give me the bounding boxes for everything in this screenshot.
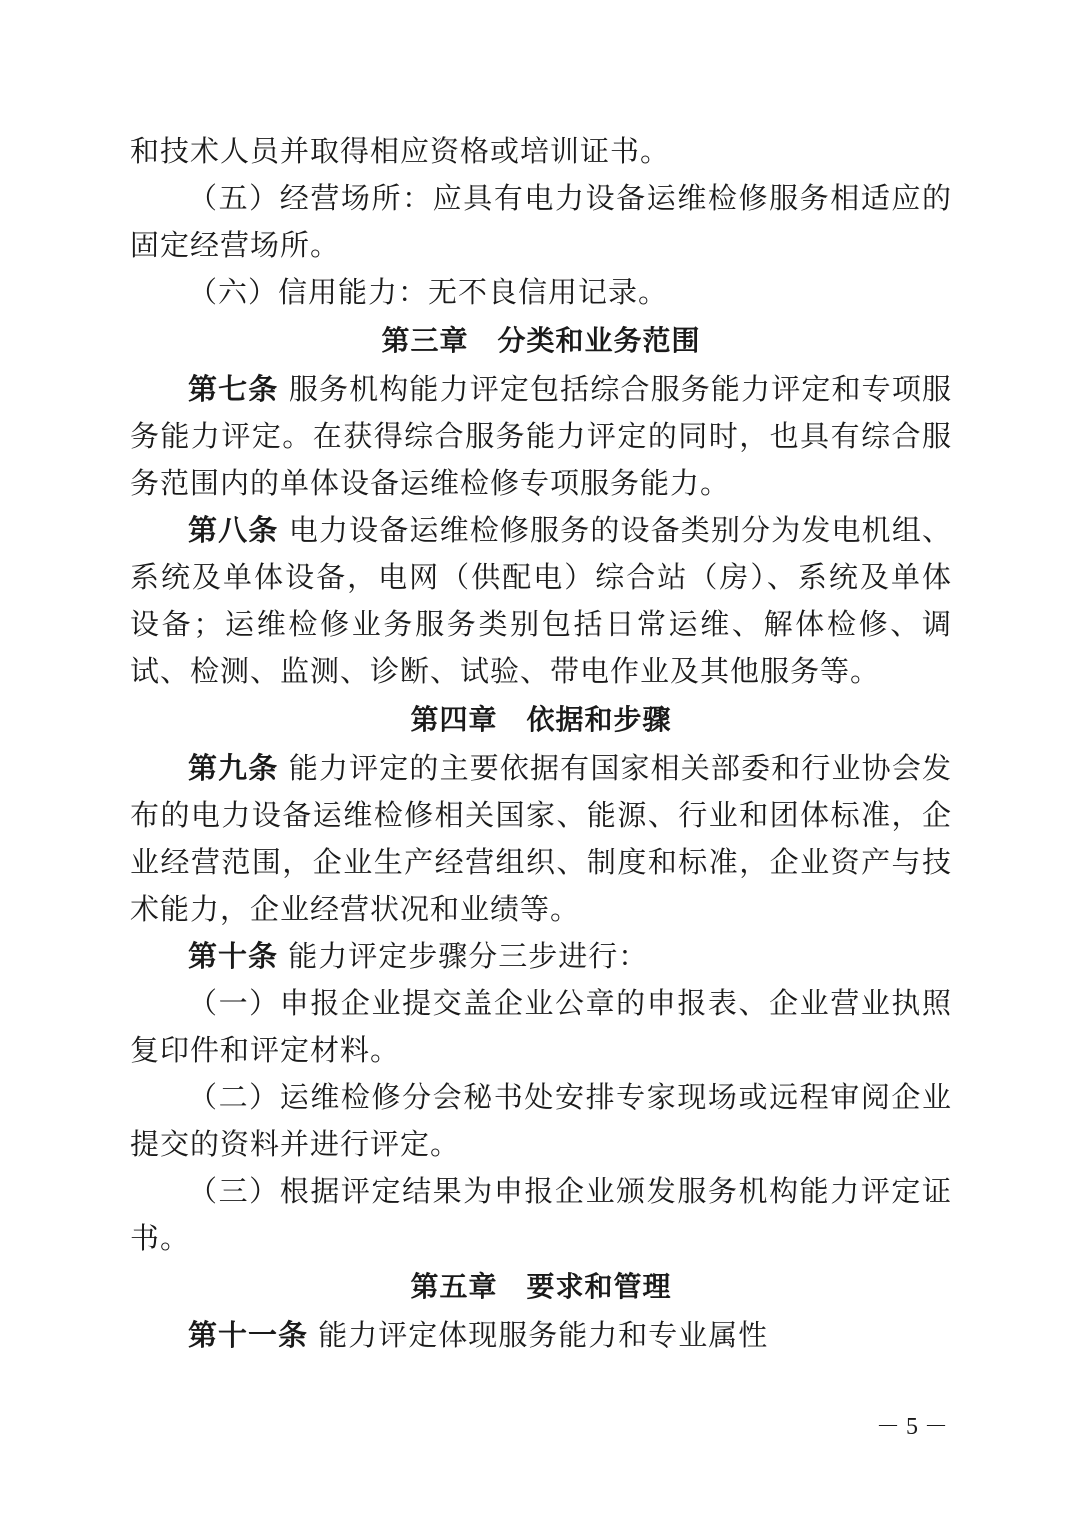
article-text: 能力评定的主要依据有国家相关部委和行业协会发布的电力设备运维检修相关国家、能源、行业和团体标准，企业经营范围，企业生产经营组织、制度和标准，企业资产与技术能力，企业经营状况和业绩等。 xyxy=(130,751,952,926)
article-text: 能力评定体现服务能力和专业属性 xyxy=(308,1318,769,1352)
article-label: 第七条 xyxy=(188,372,279,406)
article-paragraph xyxy=(130,366,952,507)
paragraph: （二）运维检修分会秘书处安排专家现场或远程审阅企业提交的资料并进行评定。 xyxy=(130,1080,952,1161)
paragraph: 和技术人员并取得相应资格或培训证书。 xyxy=(130,134,671,168)
article-text: 能力评定步骤分三步进行： xyxy=(278,939,649,973)
paragraph: （六）信用能力：无不良信用记录。 xyxy=(188,275,669,309)
article-paragraph xyxy=(130,1312,952,1359)
paragraph: （五）经营场所：应具有电力设备运维检修服务相适应的固定经营场所。 xyxy=(130,181,952,262)
article-paragraph xyxy=(130,507,952,695)
page-number: － 5 － xyxy=(876,1414,948,1440)
article-paragraph xyxy=(130,745,952,933)
article-label: 第九条 xyxy=(188,751,279,785)
paragraph: （三）根据评定结果为申报企业颁发服务机构能力评定证书。 xyxy=(130,1174,952,1255)
article-text: 服务机构能力评定包括综合服务能力评定和专项服务能力评定。在获得综合服务能力评定的同时，也具有综合服务范围内的单体设备运维检修专项服务能力。 xyxy=(130,372,952,500)
article-label: 第八条 xyxy=(188,513,279,547)
chapter-heading: 第三章 分类和业务范围 xyxy=(381,324,701,357)
article-text: 电力设备运维检修服务的设备类别分为发电机组、系统及单体设备，电网（供配电）综合站（房）、系统及单体设备；运维检修业务服务类别包括日常运维、解体检修、调试、检测、监测、诊断、试验、带电作业及其他服务等。 xyxy=(130,513,952,688)
chapter-heading: 第四章 依据和步骤 xyxy=(410,703,672,736)
article-label: 第十条 xyxy=(188,939,279,973)
article-paragraph xyxy=(130,933,952,980)
document-body xyxy=(130,128,952,1359)
paragraph: （一）申报企业提交盖企业公章的申报表、企业营业执照复印件和评定材料。 xyxy=(130,986,952,1067)
article-label: 第十一条 xyxy=(188,1318,309,1352)
chapter-heading: 第五章 要求和管理 xyxy=(410,1270,672,1303)
